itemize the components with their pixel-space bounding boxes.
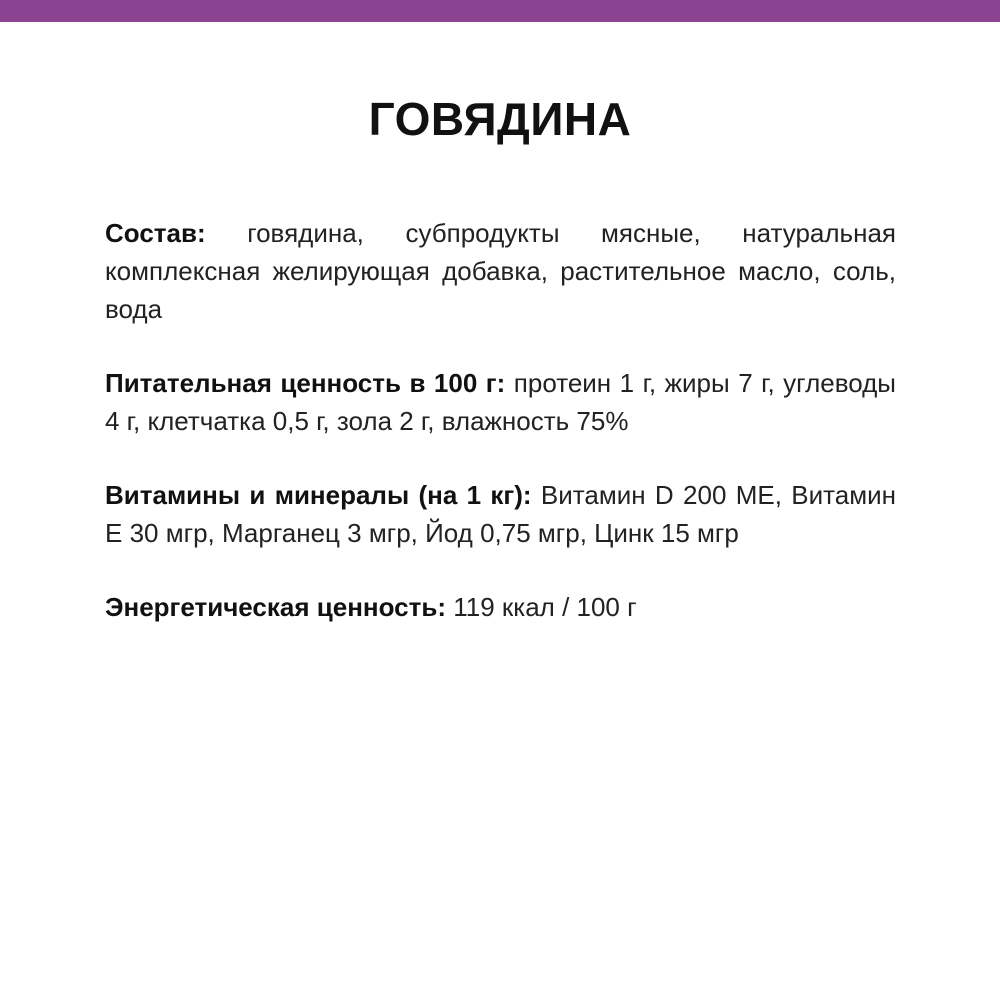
vitamins-text: Витамин D 200 МЕ, Витамин Е 30 мгр, Марганец 3 мгр, Йод 0,75 мгр, Цинк 15 мгр bbox=[105, 480, 896, 548]
vitamins-label: Витамины и минералы (на 1 кг): bbox=[105, 480, 532, 510]
energy-section bbox=[105, 588, 896, 626]
nutrition-text: протеин 1 г, жиры 7 г, углеводы 4 г, клетчатка 0,5 г, зола 2 г, влажность 75% bbox=[105, 368, 896, 436]
composition-section bbox=[105, 214, 896, 328]
composition-label: Состав: bbox=[105, 218, 206, 248]
energy-label: Энергетическая ценность: bbox=[105, 592, 446, 622]
product-info bbox=[105, 214, 896, 662]
energy-text: 119 ккал / 100 г bbox=[453, 592, 637, 622]
vitamins-section bbox=[105, 476, 896, 552]
composition-text: говядина, субпродукты мясные, натуральная комплексная желирующая добавка, растительное масло, соль, вода bbox=[105, 218, 896, 324]
nutrition-label: Питательная ценность в 100 г: bbox=[105, 368, 506, 398]
product-title: ГОВЯДИНА bbox=[368, 93, 632, 145]
nutrition-section bbox=[105, 364, 896, 440]
top-accent-bar bbox=[0, 0, 1000, 22]
